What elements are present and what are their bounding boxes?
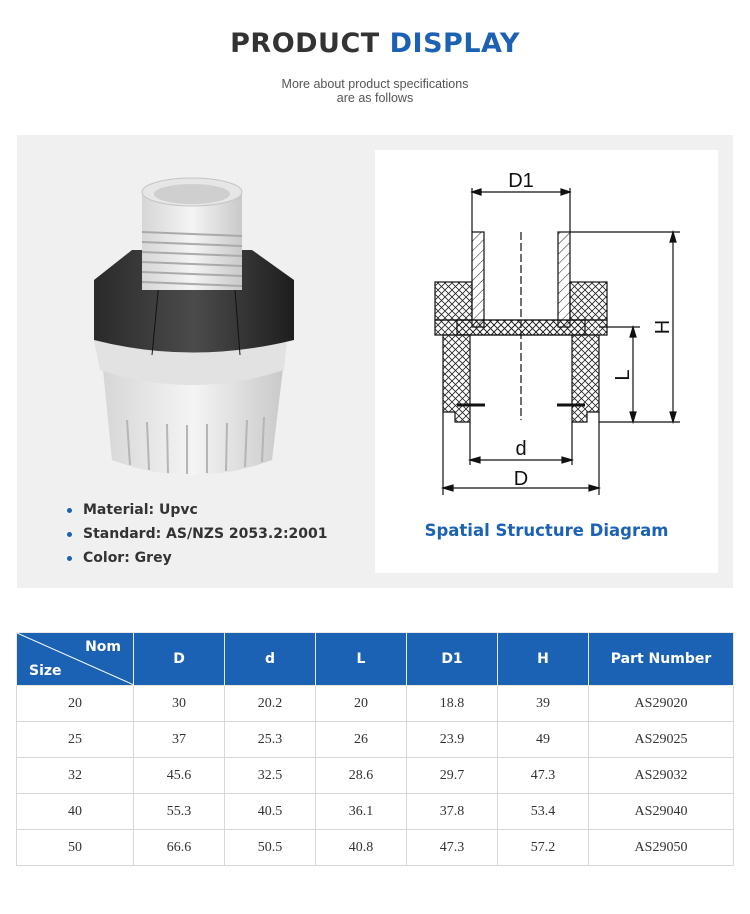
table-row xyxy=(17,686,734,722)
table-cell: 23.9 xyxy=(407,722,498,758)
table-cell: 53.4 xyxy=(498,794,589,830)
table-cell: 39 xyxy=(498,686,589,722)
table-cell: 18.8 xyxy=(407,686,498,722)
spec-table xyxy=(16,632,734,866)
table-cell: 66.6 xyxy=(134,830,225,866)
col-header-D: D xyxy=(134,633,225,686)
structure-diagram xyxy=(375,150,718,573)
table-cell: 50 xyxy=(17,830,134,866)
table-cell: 32.5 xyxy=(225,758,316,794)
spec-color: Color: Grey xyxy=(65,548,328,572)
col-header-d: d xyxy=(225,633,316,686)
table-cell: 20 xyxy=(316,686,407,722)
corner-size: Size xyxy=(29,663,62,679)
product-photo xyxy=(72,170,312,480)
table-cell: 40 xyxy=(17,794,134,830)
table-cell: 37.8 xyxy=(407,794,498,830)
subtitle-line1: More about product specifications xyxy=(281,77,469,91)
spec-list xyxy=(65,500,328,572)
table-cell: 57.2 xyxy=(498,830,589,866)
table-cell: 47.3 xyxy=(407,830,498,866)
label-d: d xyxy=(515,438,527,460)
table-cell: 25 xyxy=(17,722,134,758)
title-part2: DISPLAY xyxy=(389,28,520,59)
label-L: L xyxy=(612,369,634,381)
label-H: H xyxy=(652,319,674,335)
product-panel xyxy=(17,135,733,588)
col-header-D1: D1 xyxy=(407,633,498,686)
col-header-L: L xyxy=(316,633,407,686)
title-part1: PRODUCT xyxy=(230,28,380,59)
subtitle-line2: are as follows xyxy=(336,91,414,105)
table-cell: 20.2 xyxy=(225,686,316,722)
bullet-icon xyxy=(67,532,72,537)
table-header-row xyxy=(17,633,734,686)
table-cell: 29.7 xyxy=(407,758,498,794)
table-cell: 47.3 xyxy=(498,758,589,794)
table-cell: 28.6 xyxy=(316,758,407,794)
table-cell: 37 xyxy=(134,722,225,758)
bullet-icon xyxy=(67,508,72,513)
col-header-part-number: Part Number xyxy=(589,633,734,686)
table-cell: 25.3 xyxy=(225,722,316,758)
label-D1: D1 xyxy=(508,170,534,192)
col-header-H: H xyxy=(498,633,589,686)
table-cell: AS29025 xyxy=(589,722,734,758)
label-D: D xyxy=(513,468,529,490)
spec-standard: Standard: AS/NZS 2053.2:2001 xyxy=(65,524,328,548)
table-row xyxy=(17,722,734,758)
table-row xyxy=(17,830,734,866)
spec-material: Material: Upvc xyxy=(65,500,328,524)
page-subtitle xyxy=(0,77,750,105)
page-title xyxy=(0,28,750,59)
table-cell: 40.5 xyxy=(225,794,316,830)
table-cell: 55.3 xyxy=(134,794,225,830)
table-cell: 26 xyxy=(316,722,407,758)
corner-nom: Nom xyxy=(85,639,121,655)
diagram-caption: Spatial Structure Diagram xyxy=(424,521,669,540)
table-cell: 45.6 xyxy=(134,758,225,794)
diagram-drawing xyxy=(375,150,718,510)
table-cell: AS29032 xyxy=(589,758,734,794)
bullet-icon xyxy=(67,556,72,561)
table-row xyxy=(17,794,734,830)
table-cell: 49 xyxy=(498,722,589,758)
table-cell: 32 xyxy=(17,758,134,794)
table-cell: 36.1 xyxy=(316,794,407,830)
table-cell: AS29020 xyxy=(589,686,734,722)
table-cell: AS29040 xyxy=(589,794,734,830)
table-cell: 40.8 xyxy=(316,830,407,866)
table-cell: 30 xyxy=(134,686,225,722)
table-row xyxy=(17,758,734,794)
corner-header xyxy=(17,633,134,686)
table-cell: 20 xyxy=(17,686,134,722)
table-cell: 50.5 xyxy=(225,830,316,866)
table-cell: AS29050 xyxy=(589,830,734,866)
